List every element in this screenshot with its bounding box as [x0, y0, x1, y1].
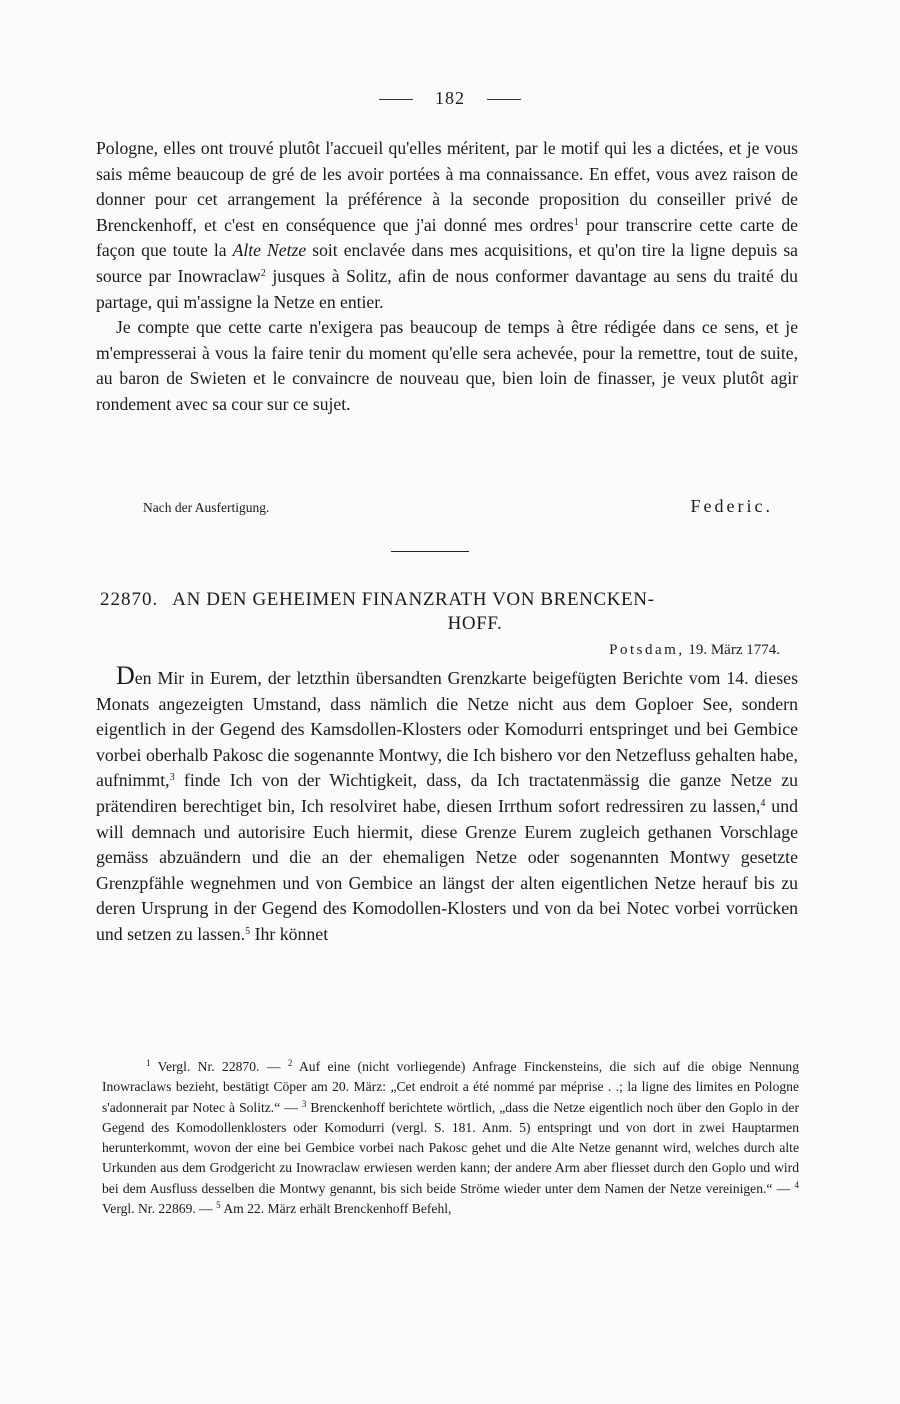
footnote-ref-4: 4: [760, 797, 766, 809]
letter-number: 22870.: [100, 589, 159, 610]
footnote-ref-3: 3: [169, 772, 175, 784]
page-number: [0, 88, 900, 109]
footnote-mark-2: 2: [287, 1058, 293, 1068]
footnote-block: $^1$ Vergl. Nr. 22870. — $^2$ Auf eine (nicht vorliegende) Anfrage Finckensteins, die sich auf die obige Nennung Inowraclaws bezieht, bestätigt Cöper am 20. März: „Cet endroit a été nommé par méprise . .; la ligne des limites en Pologne s'adonnerait par Notec à Solitz.“ — $^3$ Brenckenhoff berichtete wörtlich, „dass die Netze eigentlich noch über den Goplo in der Gegend des Komodollenklosters oder Komodurri (vergl. S. 181. Anm. 5) entspringt und von dort in zwei Hauptarmen herunterkommt, wovon der eine bei Gembice vorbei nach Pakosc gehet und die Alte Netze genannt wird, welches durch alte Urkunden aus dem Grodgericht zu Inowraclaw erwiesen werden kann; der andere Arm aber fliesset durch den Goplo und wird bei dem Ausfluss desselben die Montwy genannt, bis sich beide Ströme wieder unter dem Namen der Netze vereinigen.“ — $^4$ Vergl. Nr. 22869. — $^5$ Am 22. März erhält Brenckenhoff Befehl,: [102, 1058, 800, 1217]
letter1-paragraph-2: Je compte que cette carte n'exigera pas beaucoup de temps à être rédigée dans ce sens, et je m'empresserai à vous la faire tenir du moment qu'elle sera achevée, pour la remettre, tout de suite, au baron de Swieten et le convaincre de nouveau que, bien loin de finasser, je veux plutôt agir rondement avec sa cour sur ce sujet.: [96, 317, 798, 414]
alte-netze-italic: Alte Netze: [232, 240, 307, 261]
letter-addressee: AN DEN GEHEIMEN FINANZRATH VON BRENCKEN-: [172, 589, 655, 610]
letter-body: [96, 661, 798, 948]
dateline-date: 19. März 1774.: [684, 642, 780, 658]
dateline: [540, 642, 780, 659]
footnote-mark-5: 5: [216, 1200, 221, 1211]
page-number-dash-left: [379, 99, 413, 100]
footnotes: [102, 1057, 799, 1219]
closing-line: [143, 496, 773, 517]
dateline-place: Potsdam,: [609, 642, 685, 658]
letter2-paragraph: Den Mir in Eurem, der letzthin übersandten Grenzkarte beigefügten Berichte vom 14. dieses Monats angezeigten Umstand, dass nämlich die Netze nicht aus dem Goploer See, sondern eigentlich in der Gegend des Kamsdollen-Klosters oder Komodurri entspringet und bei Gembice vorbei oberhalb Pakosc die sogenannte Montwy, die Ich bishero vor den Netzefluss gehalten habe, aufnimmt,$^3$ finde Ich von der Wichtigkeit, dass, da Ich tractatenmässig die ganze Netze zu prätendiren berechtiget bin, Ich resolviret habe, diesen Irrthum sofort redressiren zu lassen,$^4$ und will demnach und autorisire Euch hiermit, diese Grenze Eurem zugleich gethanen Vorschlage gemäss abzuändern und die an der ehemaligen Netze oder sogenannten Montwy gesetzte Grenzpfähle wegnehmen und von Gembice an längst der alten eigentlichen Netze herauf bis zu deren Ursprung in der Gegend des Komodollen-Klosters und von da bei Notec vorbei vorrücken und setzen zu lassen.$^5$ Ihr könnet: [96, 661, 798, 944]
footnote-mark-4: 4: [794, 1179, 799, 1190]
letter-continuation: [96, 136, 798, 418]
initial-letter: D: [116, 661, 135, 690]
footnote-mark-1: 1: [146, 1058, 151, 1068]
footnote-mark-3: 3: [301, 1098, 307, 1109]
footnote-ref-1: 1: [573, 216, 579, 228]
signature: Federic.: [690, 496, 773, 516]
letter1-paragraph-1: Pologne, elles ont trouvé plutôt l'accueil qu'elles méritent, par le motif qui les a dictées, et je vous sais même beaucoup de gré de les avoir portées à ma connaissance. En effet, vous avez raison de donner pour cet arrangement la préférence à la seconde proposition du conseiller privé de Brenckenhoff, et c'est en conséquence que j'ai donné mes ordres$^1$ pour transcrire cette carte de façon que toute la Alte Netze soit enclavée dans mes acquisitions, et qu'on tire la ligne depuis sa source par Inowraclaw$^2$ jusques à Solitz, afin de nous conformer davantage au sens du traité du partage, qui m'assigne la Netze en entier.: [96, 138, 798, 312]
source-note: Nach der Ausfertigung.: [143, 500, 270, 515]
section-separator: [391, 551, 469, 552]
page-number-text: 182: [435, 88, 465, 108]
footnote-ref-2: 2: [260, 267, 266, 279]
page-number-dash-right: [487, 99, 521, 100]
letter-heading: [100, 588, 800, 636]
letter-heading-line-2: HOFF.: [447, 613, 503, 634]
footnote-ref-5: 5: [245, 925, 251, 937]
letter-heading-line-1: [100, 588, 800, 612]
